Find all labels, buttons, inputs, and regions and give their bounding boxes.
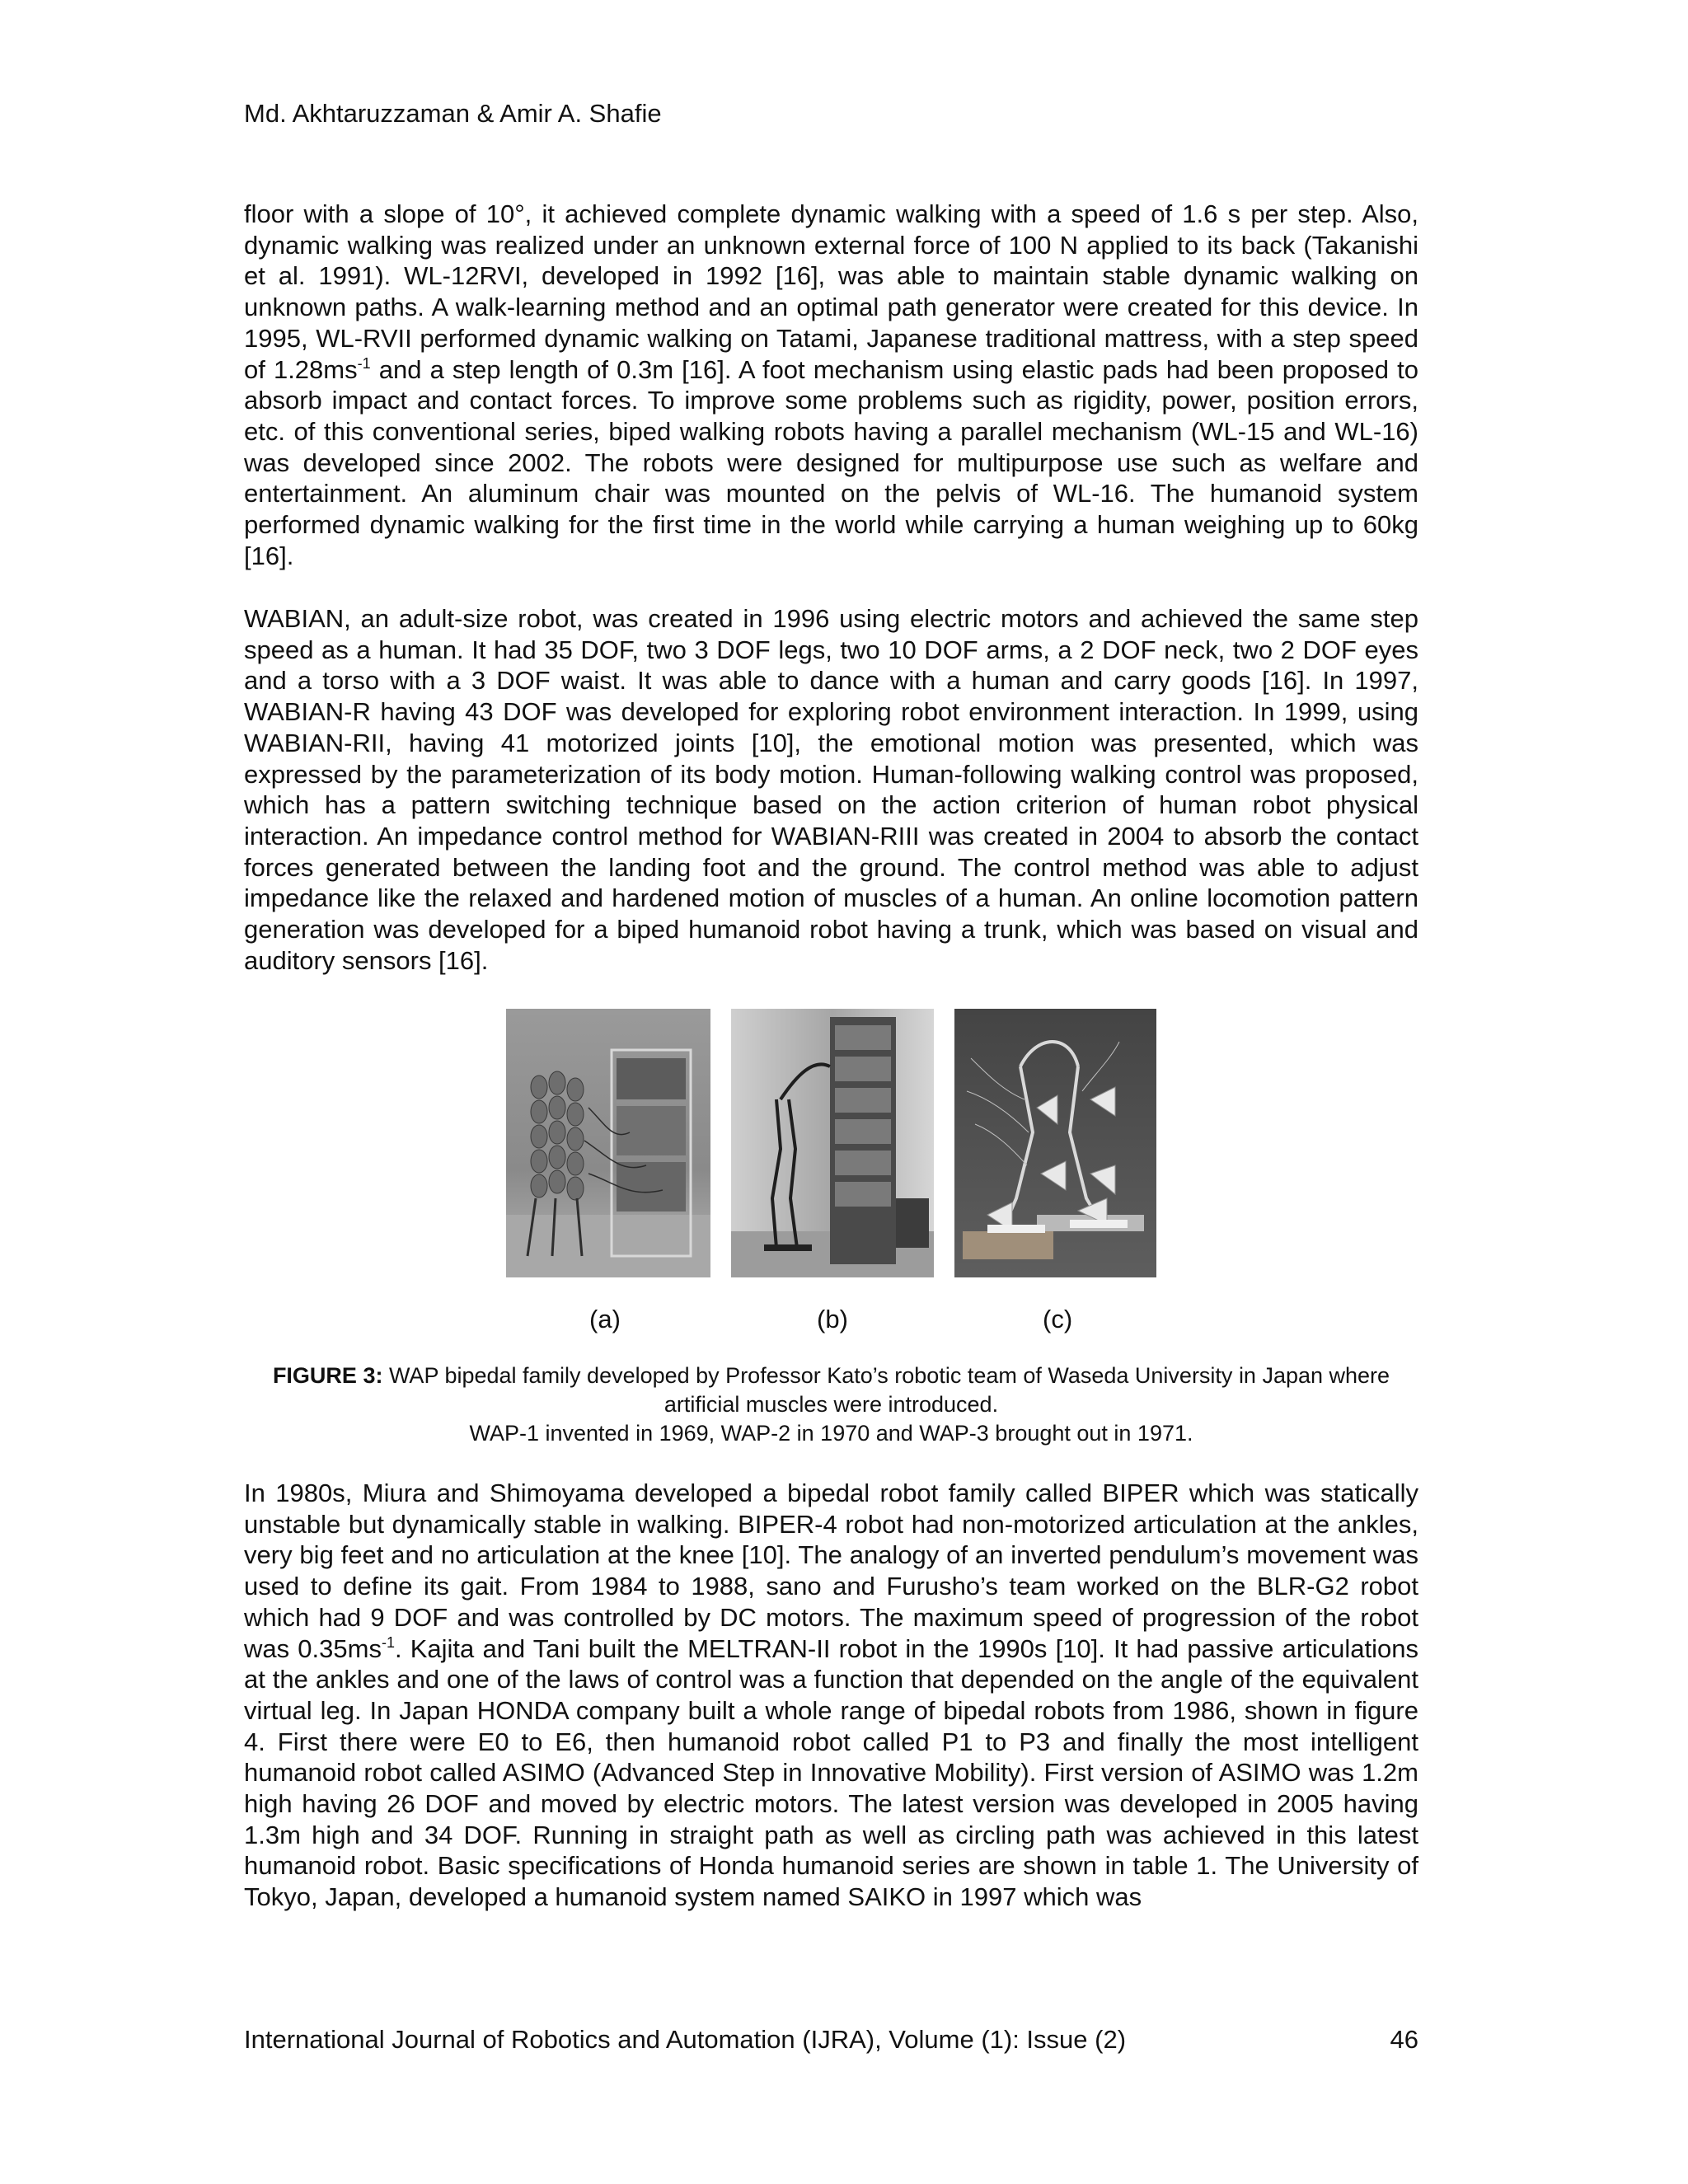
figure-photo-wap-3 <box>954 1009 1156 1277</box>
footer-page-number: 46 <box>1390 2025 1418 2054</box>
body-paragraph-wl-series <box>244 199 1418 571</box>
figure-label-b: (b) <box>817 1305 848 1333</box>
figure-caption-text: WAP bipedal family developed by Professor Kato’s robotic team of Waseda University in Japan where artificial muscles were introduced. <box>382 1363 1390 1417</box>
superscript: -1 <box>381 1633 395 1651</box>
superscript: -1 <box>357 354 371 372</box>
figure-caption-second-line: WAP-1 invented in 1969, WAP-2 in 1970 and WAP-3 brought out in 1971. <box>469 1421 1193 1446</box>
body-paragraph-biper-honda <box>244 1478 1418 1913</box>
body-paragraph-wabian: WABIAN, an adult-size robot, was created in 1996 using electric motors and achieved the same step speed as a human. It had 35 DOF, two 3 DOF legs, two 10 DOF arms, a 2 DOF neck, two 2 DOF eyes and a torso with a 3 DOF waist. It was able to dance with a human and carry goods [16]. In 1997, WABIAN-R having 43 DOF was developed for exploring robot environment interaction. In 1999, using WABIAN-RII, having 41 motorized joints [10], the emotional motion was presented, which was expressed by the parameterization of its body motion. Human-following walking control was proposed, which has a pattern switching technique based on the action criterion of human robot physical interaction. An impedance control method for WABIAN-RIII was created in 2004 to absorb the contact forces generated between the landing foot and the ground. The control method was able to adjust impedance like the relaxed and hardened motion of muscles of a human. An online locomotion pattern generation was developed for a biped humanoid robot having a trunk, which was based on visual and auditory sensors [16]. <box>244 604 1418 975</box>
paragraph-text: . Kajita and Tani built the MELTRAN-II robot in the 1990s [10]. It had passive articulations at the ankles and one of the laws of control was a function that depended on the angle of the equivalent virtual leg. In Japan HONDA company built a whole range of bipedal robots from 1986, shown in figure 4. First there were E0 to E6, then humanoid robot called P1 to P3 and finally the most intelligent humanoid robot called ASIMO (Advanced Step in Innovative Mobility). First version of ASIMO was 1.2m high having 26 DOF and moved by electric motors. The latest version was developed in 2005 having 1.3m high and 34 DOF. Running in straight path as well as circling path was achieved in this latest humanoid robot. Basic specifications of Honda humanoid series are shown in table 1. The University of Tokyo, Japan, developed a humanoid system named SAIKO in 1997 which was <box>244 1633 1418 1912</box>
figure-label-a: (a) <box>589 1305 621 1333</box>
running-header-authors: Md. Akhtaruzzaman & Amir A. Shafie <box>244 99 662 128</box>
paragraph-text: floor with a slope of 10°, it achieved complete dynamic walking with a speed of 1.6 s per step. Also, dynamic walking was realized under an unknown external force of 100 N applied to its back (Takanishi et al. 1991). WL-12RVI, developed in 1992 [16], was able to maintain stable dynamic walking on unknown paths. A walk-learning method and an optimal path generator were created for this device. In 1995, WL-RVII performed dynamic walking on Tatami, Japanese traditional mattress, with a step speed of 1.28ms <box>244 199 1418 384</box>
figure-caption <box>244 1361 1418 1448</box>
figure-photo-wap-2 <box>731 1009 934 1277</box>
figure-photo-wap-1 <box>506 1009 710 1277</box>
paragraph-text: and a step length of 0.3m [16]. A foot mechanism using elastic pads had been proposed to absorb impact and contact forces. To improve some problems such as rigidity, power, position errors, etc. of this conventional series, biped walking robots having a parallel mechanism (WL-15 and WL-16) was developed since 2002. The robots were designed for multipurpose use such as welfare and entertainment. An aluminum chair was mounted on the pelvis of WL-16. The humanoid system performed dynamic walking for the first time in the world while carrying a human weighing up to 60kg [16]. <box>244 354 1419 570</box>
figure-caption-label: FIGURE 3: <box>272 1363 383 1388</box>
figure-caption-main <box>244 1361 1418 1419</box>
figure-label-c: (c) <box>1043 1305 1073 1333</box>
footer-journal-info: International Journal of Robotics and Automation (IJRA), Volume (1): Issue (2) <box>244 2025 1127 2054</box>
paragraph-text: In 1980s, Miura and Shimoyama developed a bipedal robot family called BIPER which was statically unstable but dynamically stable in walking. BIPER-4 robot had non-motorized articulation at the ankles, very big feet and no articulation at the knee [10]. The analogy of an inverted pendulum’s movement was used to define its gait. From 1984 to 1988, sano and Furusho’s team worked on the BLR-G2 robot which had 9 DOF and was controlled by DC motors. The maximum speed of progression of the robot was 0.35ms <box>244 1479 1418 1663</box>
